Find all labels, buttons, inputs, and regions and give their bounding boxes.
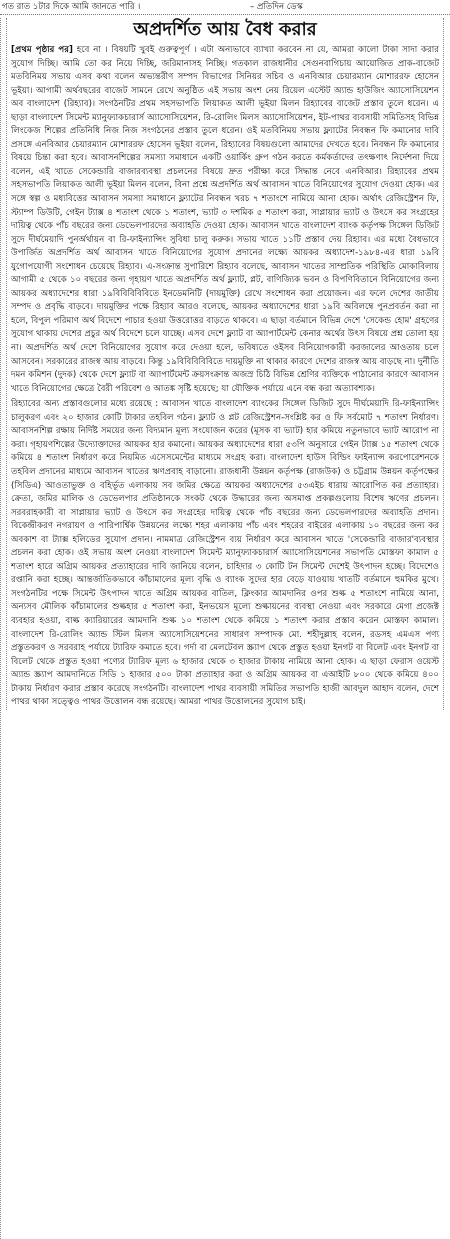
column-divider	[0, 18, 1, 1239]
continuation-marker: [প্রথম পৃষ্ঠার পর]	[11, 45, 73, 55]
desk-credit: – প্রতিদিন ডেস্ক	[250, 2, 303, 12]
news-article	[6, 18, 444, 710]
article-paragraph-1	[11, 44, 439, 396]
paragraph-text: হবে না । বিষয়টি খুবই গুরুত্বপূর্ণ । এটা অন্যভাবে ব্যাখ্যা করবেন না যে, আমরা কালো টাকা সাদা করার সুযোগ দিচ্ছি। আমি তো কর নিয়ে দিচ্ছি, জরিমানাসহ নিচ্ছি। গতকাল রাজধানীর সেগুনবাগিচায় আয়োজিত প্রাক-বাজেট মতবিনিময় সভায় এসব কথা বলেন অভ্যন্তরীণ সম্পদ বিভাগের সিনিয়র সচিব ও এনবিআর চেয়ারম্যান মোশাররফ হোসেন ভূইয়া। আগামী অর্থবছরের বাজেট সামনে রেখে অনুষ্ঠিত এই সভায় অংশ নেয় রিয়েল এস্টেট অ্যান্ড হাউজিং অ্যাসোসিয়েশন অব বাংলাদেশ (রিহ্যাব)। সংগঠনটির প্রথম সহসভাপতি লিয়াকত আলী ভূইয়া মিলন রিহ্যাবের বাজেট প্রস্তাব তুলে ধরেন। এ ছাড়া বাংলাদেশ সিমেন্ট ম্যানুফ্যাকচারার্স অ্যাসোসিয়েশন, রি-রোলিং মিলস অ্যাসোসিয়েশন, ইট-পাথর ব্যবসায়ী সমিতিসহ বিভিন্ন লিংকেজ শিল্পের প্রতিনিধি নিজ নিজ সংগঠনের প্রস্তাব তুলে ধরেন। ওই মতবিনিময় সভায় ফ্ল্যাটের নিবন্ধন ফি কমানোর দাবি প্রসঙ্গে এনবিআর চেয়ারম্যান মোশাররফ হোসেন ভূইয়া বলেন, রিহ্যাবের বিষয়গুলো আমাদের দেখতে হবে। নিবন্ধন ফি কমানোর বিষয়ে চিন্তা করা হবে। আবাসনশিল্পের সমস্যা সমাধানে একটি ওয়ার্কিং গ্রুপ গঠন করতে কর্মকর্তাদের তৎক্ষণাৎ নির্দেশনা দিয়ে বলেন, এই খাতে সেকেন্ডারি বাজারব্যবস্থা প্রচলনের বিষয়ে দ্রুত পরীক্ষা করে সিদ্ধান্ত নেবে এনবিআর। রিহ্যাবের প্রথম সহসভাপতি লিয়াকত আলী ভূইয়া মিলন বলেন, বিনা প্রশ্নে অপ্রদর্শিত অর্থ আবাসন খাতে বিনিয়োগের সুযোগ দেওয়া হোক। এর সঙ্গে স্বল্প ও মধ্যবিত্তের আবাসন সমস্যা সমাধানে ফ্ল্যাটের নিবন্ধন খরচ ৭ শতাংশে নামিয়ে আনা হোক। অর্থাৎ রেজিস্ট্রেশন ফি, স্ট্যাম্প ডিউটি, গেইন ট্যাক্স ৪ শতাংশ থেকে ১ শতাংশ, ভ্যাট ৩ দশমিক ৫ শতাংশ করা, সাপ্লায়ার ভ্যাট ও উৎসে কর সংগ্রহের দায়িত্ব থেকে পাঁচ বছরের জন্য ডেভেলপারদের অব্যাহতি দেওয়া হোক। আবাসন খাতে বাংলাদেশ ব্যাংক কর্তৃপক্ষ সিঙ্গেল ডিজিট সুদে দীর্ঘমেয়াদি পুনর্অর্থায়ন বা রি-ফাইন্যান্সিং সুবিধা চালু করুক। সভায় খাতে ১১টি প্রস্তাব দেয় রিহ্যাব। এর মধ্যে বৈধভাবে উপার্জিত অপ্রদর্শিত অর্থ আবাসন খাতে বিনিয়োগের সুযোগ প্রদানের লক্ষ্যে আয়কর অধ্যাদেশ-১৯৮৪-এর ধারা ১৯বি যুগোপযোগী সংশোধন চেয়েছে রিহ্যাব। এ-সংক্রান্ত সুপারিশে রিহ্যাব বলেছে, আবাসন খাতের সাম্প্রতিক পরিস্থিতি মোকাবিলায় আগামী ৫ থেকে ১০ বছরের জন্য গৃহায়ণ খাতে অপ্রদর্শিত অর্থ ফ্ল্যাট, প্লট, বাণিজ্যিক ভবন ও বিপণিবিতানে বিনিয়োগের জন্য আয়কর অধ্যাদেশের ধারা ১৯বিবিবিবিবিতে ইনডেমনিটি (দায়মুক্তি) রেখে সংশোধন করা প্রয়োজন। এর ফলে দেশের জাতীয় সম্পদ ও প্রবৃদ্ধি বাড়বে। দায়মুক্তির পক্ষে রিহ্যাব আরও বলেছে, আয়কর অধ্যাদেশের ধারা ১৯বি অবিলম্বে পুনপ্রবর্তন করা না হলে, বিপুল পরিমাণ অর্থ বিদেশে পাচার হওয়া উত্তরোত্তর বাড়তে থাকবে। এ ছাড়া বর্তমানে বিভিন্ন দেশে 'সেকেন্ড হোম' গ্রহণের সুযোগ থাকায় দেশের প্রচুর অর্থ বিদেশে চলে যাচ্ছে। এসব দেশে ফ্ল্যাট বা অ্যাপার্টমেন্ট কেনার অর্থের উৎস বিষয়ে প্রশ্ন তোলা হয় না। অপ্রদর্শিত অর্থ দেশে বিনিয়োগের সুযোগ করে দেওয়া হলে, ভবিষ্যতে ওইসব বিনিয়োগকারী করজালের আওতায় চলে আসবেন। সরকারের রাজস্ব আয় বাড়বে। কিন্তু ১৯বিবিবিবিবিতে দায়মুক্তি না থাকার কারণে দেশের রাজস্ব আয় বাড়ছে না। দুর্নীতি দমন কমিশন (দুদক) থেকে দেশে ফ্ল্যাট বা অ্যাপার্টমেন্ট ক্রয়সংক্রান্ত অজস্র চিঠি বিভিন্ন শ্রেণির ব্যক্তিকে পাঠানোর কারণে আবাসন খাতে বিনিয়োগের ক্ষেত্রে বৈরী পরিবেশ ও আতঙ্ক সৃষ্টি হয়েছে; যা যৌক্তিক পর্যায়ে এনে বন্ধ করা অত্যাবশ্যক।	[11, 45, 439, 394]
paragraph-text: রিহ্যাবের অন্য প্রস্তাবগুলোর মধ্যে রয়েছে : আবাসন খাতে বাংলাদেশ ব্যাংকের সিঙ্গেল ডিজিট সুদে দীর্ঘমেয়াদি রি-ফাইন্যান্সিং চালুকরণ এবং ২০ হাজার কোটি টাকার তহবিল গঠন। ফ্ল্যাট ও প্লট রেজিস্ট্রেশন-সংশ্লিষ্ট কর ও ফি সর্বমোট ৭ শতাংশ নির্ধারণ। আবাসনশিল্প রক্ষায় নির্দিষ্ট সময়ের জন্য বিদ্যমান মূল্য সংযোজন করের (মূসক বা ভ্যাট) হার কমিয়ে নতুনভাবে ভ্যাট আরোপ না করা। গৃহায়ণশিল্পের উদ্যোক্তাদের আয়কর হার কমানো। আয়কর অধ্যাদেশের ধারা ৫৩পি অনুসারে গেইন ট্যাক্স ১৫ শতাংশ থেকে কমিয়ে ৪ শতাংশ নির্ধারণ করে নিয়মিত এসেসমেন্টের মাধ্যমে সংগ্রহ করা। বাংলাদেশ হাউস বিল্ডিং ফাইন্যান্স করপোরেশনকে তহবিল প্রদানের মাধ্যমে আবাসন খাতের ঋণপ্রবাহ বাড়ানো। রাজধানী উন্নয়ন কর্তৃপক্ষ (রাজউক) ও চট্টগ্রাম উন্নয়ন কর্তৃপক্ষের (সিডিএ) আওতাভুক্ত ও বহির্ভূত এলাকায় সব জমির ক্ষেত্রে আয়কর অধ্যাদেশের ৫৩এইচ ধারায় আরোপিত কর প্রত্যাহার। ক্রেতা, জমির মালিক ও ডেভেলপার প্রতিষ্ঠানকে সংকট থেকে উদ্ধারের জন্য অসমাপ্ত প্রকল্পগুলোয় বিশেষ ঋণের প্রচলন। সরবরাহকারী বা সাপ্লায়ার ভ্যাট ও উৎসে কর সংগ্রহের দায়িত্ব থেকে পাঁচ বছরের জন্য ডেভেলপারদের অব্যাহতি প্রদান। বিকেন্দ্রীকরণ নগরায়ণ ও পারিপার্শ্বিক উন্নয়নের লক্ষ্যে শহর এলাকায় পাঁচ এবং শহরের বাইরের এলাকায় ১০ বছরের জন্য কর অবকাশ বা ট্যাক্স হলিডের সুযোগ প্রদান। নামমাত্র রেজিস্ট্রেশন ব্যয় নির্ধারণ করে আবাসন খাতে 'সেকেন্ডারি বাজার'ব্যবস্থার প্রচলন করা হোক। ওই সভায় অংশ নেওয়া বাংলাদেশ সিমেন্ট ম্যানুফ্যাকচারার্স অ্যাসোসিয়েশনের সভাপতি মোস্তফা কামাল ৫ শতাংশ হারে অগ্রিম আয়কর প্রত্যাহারের দাবি জানিয়ে বলেন, চাহিদার ৩ কোটি টন সিমেন্ট দেশেই উৎপাদন হচ্ছে। বিদেশেও রপ্তানি করা হচ্ছে। আন্তর্জাতিকভাবে কাঁচামালের মূল্য বৃদ্ধি ও ব্যাংক সুদের হার বেড়ে যাওয়ায় খাতটি বর্তমানে হুমকির মুখে। সংগঠনটির পক্ষে সিমেন্ট উৎপাদন খাতে অগ্রিম আয়কর বাতিল, ক্লিংকার আমদানির ওপর শুল্ক ৫ শতাংশে নামিয়ে আনা, অন্যসব মৌলিক কাঁচামালের শুল্কহার ৫ শতাংশ করা, ইনভয়েস মূল্যে শুল্কায়নের ব্যবস্থা নেওয়া এবং সরকারে মেগা প্রজেক্ট ব্যবহার হওয়া, বাল্ক ক্যারিয়ারের আমদানি শুল্ক ১০ শতাংশ থেকে কমিয়ে ১ শতাংশ করার প্রস্তাব করেন মোস্তফা কামাল। বাংলাদেশ রি-রোলিং অ্যান্ড স্টিল মিলস অ্যাসোসিয়েশনের সাধারণ সম্পাদক মো. শহীদুল্লাহ বলেন, রডসহ এমএস পণ্য প্রস্তুতকরণ ও সরবরাহ পর্যায়ে ট্যারিফ কমাতে হবে। গর্দা বা মেলটেবল স্ক্র্যাপ থেকে প্রস্তুত হওয়া ইনগট বা বিলেট এবং ইনগট বা বিলেট থেকে প্রস্তুত হওয়া পণ্যের ট্যারিফ মূল্য ৬ হাজার থেকে ৩ হাজার টাকায় নামিয়ে আনা হোক। এ ছাড়া ফেরাস ওয়েস্ট অ্যান্ড স্ক্র্যাপ আমদানিতে সিডি ১ হাজার ৫০০ টাকা প্রত্যাহার করা ও অগ্রিম আয়কর বা এআইটি ৮০০ থেকে কমিয়ে ৪০০ টাকায় নির্ধারণ করার প্রস্তাব করেছে সংগঠনটি। বাংলাদেশ পাথর ব্যবসায়ী সমিতির সভাপতি হাজী আবদুল আহাদ বলেন, দেশে পাথর থাকা সত্ত্বেও পাথর উত্তোলন বন্ধ রয়েছে। আমরা পাথর উত্তোলনের সুযোগ চাই।	[11, 399, 439, 708]
article-paragraph-2	[11, 398, 439, 710]
article-headline: অপ্রদর্শিত আয় বৈধ করার	[133, 19, 317, 40]
article-body	[11, 44, 439, 710]
previous-article-last-line: গত রাত ১টার দিকে আমি জানতে পারি ।	[2, 2, 141, 12]
previous-article-tail	[0, 0, 450, 15]
